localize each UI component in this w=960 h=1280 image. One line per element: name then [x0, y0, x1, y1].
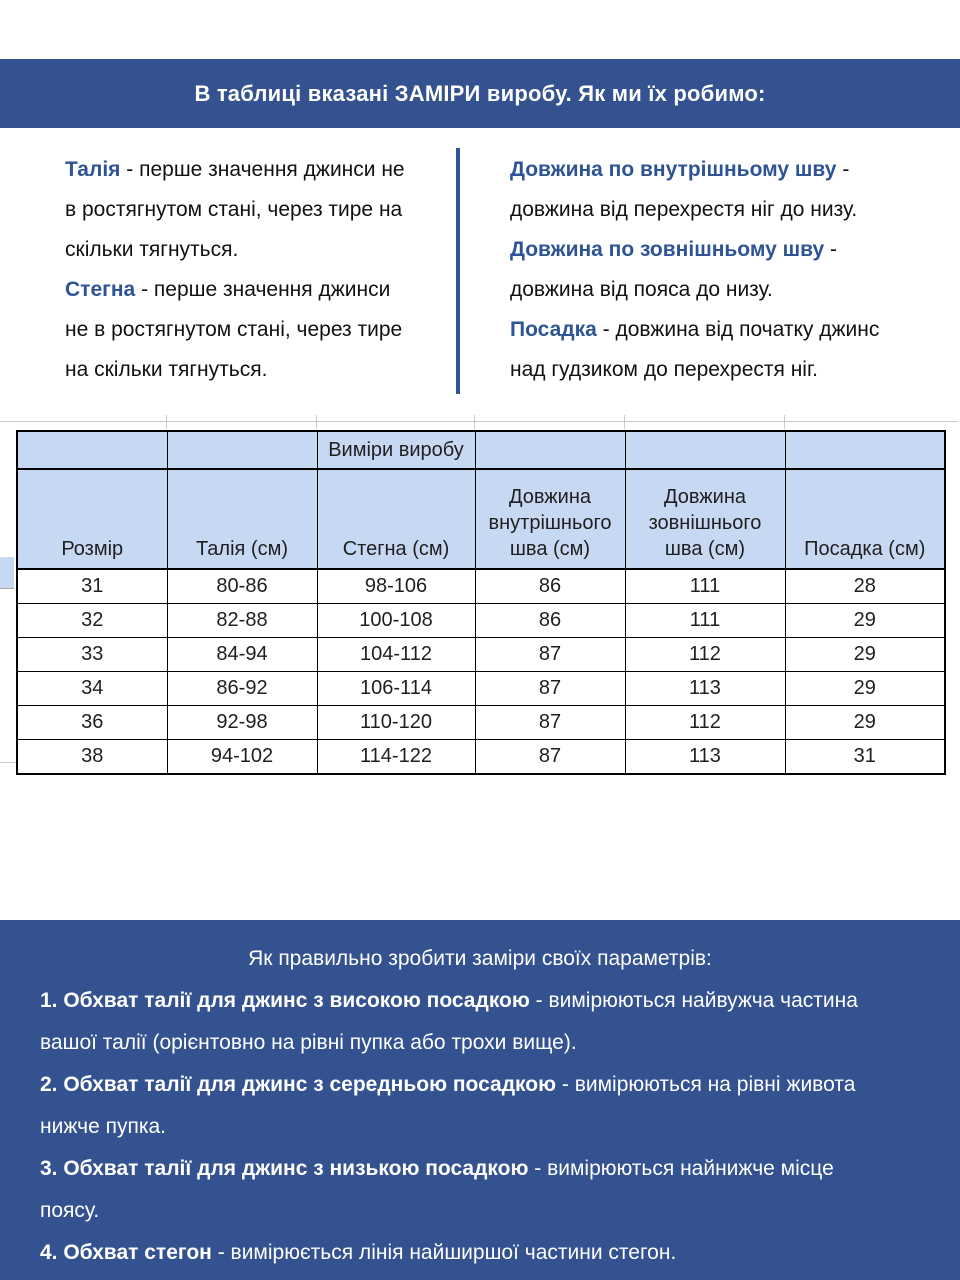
text-run: - вимірюються на рівні живота [556, 1073, 856, 1096]
instruction-line [40, 1064, 945, 1106]
table-cell: 114-122 [317, 740, 475, 775]
table-cell: 87 [475, 740, 625, 775]
instruction-lead: 4. Обхват стегон [40, 1241, 212, 1264]
gridline-stub [316, 415, 317, 429]
text-run: - довжина від початку джинс [596, 318, 880, 341]
table-cell: 32 [17, 604, 167, 638]
column-header-cell: Довжина внутрішнього шва (см) [475, 469, 625, 569]
instruction-lead: 2. Обхват талії для джинс з середньою посадкою [40, 1073, 557, 1096]
table-cell: 31 [785, 740, 945, 775]
group-header-cell: Виміри виробу [317, 431, 475, 469]
table-cell: 98-106 [317, 569, 475, 604]
table-cell: 111 [625, 569, 785, 604]
table-cell: 92-98 [167, 706, 317, 740]
definition-line [65, 190, 450, 230]
table-cell: 31 [17, 569, 167, 604]
column-header-cell: Посадка (см) [785, 469, 945, 569]
table-cell: 113 [625, 740, 785, 775]
gridline-stub [166, 415, 167, 429]
top-banner-title: В таблиці вказані ЗАМІРИ виробу. Як ми їх робимо: [194, 80, 766, 106]
empty-header-cell [625, 431, 785, 469]
text-run: на скільки тягнуться. [65, 358, 268, 381]
text-run: - перше значення джинси [135, 278, 391, 301]
definition-line [510, 190, 945, 230]
table-row [17, 740, 945, 775]
text-run: - вимірюються найвужча частина [529, 989, 858, 1012]
definitions-right-column [510, 150, 945, 390]
text-run: - вимірюється лінія найширшої частини стегон. [211, 1241, 677, 1264]
table-row [17, 569, 945, 604]
table-cell: 29 [785, 706, 945, 740]
size-table [16, 430, 946, 775]
text-run: вашої талії (орієнтовно на рівні пупка або трохи вище). [40, 1031, 577, 1054]
column-header-cell: Стегна (см) [317, 469, 475, 569]
spreadsheet-row-sliver [0, 557, 14, 589]
measurement-instructions-list [0, 980, 960, 1274]
instruction-line [40, 1106, 945, 1148]
vertical-divider [456, 148, 460, 394]
table-cell: 104-112 [317, 638, 475, 672]
text-run: скільки тягнуться. [65, 238, 239, 261]
definition-line [510, 230, 945, 270]
table-cell: 80-86 [167, 569, 317, 604]
definition-line [510, 150, 945, 190]
text-run: - [824, 238, 838, 261]
definition-term: Довжина по зовнішньому шву [510, 238, 825, 261]
gridline-stub [624, 415, 625, 429]
definition-line [510, 270, 945, 310]
definition-line [65, 350, 450, 390]
table-row [17, 638, 945, 672]
instruction-line [40, 1148, 945, 1190]
table-cell: 29 [785, 672, 945, 706]
gridline-stub [474, 415, 475, 429]
text-run: в ростягнутом стані, через тире на [65, 198, 403, 221]
definitions-left-column [65, 150, 450, 390]
table-row [17, 604, 945, 638]
table-cell: 111 [625, 604, 785, 638]
instruction-line [40, 1232, 945, 1274]
text-run: нижче пупка. [40, 1115, 166, 1138]
table-cell: 29 [785, 638, 945, 672]
text-run: - вимірюються найнижче місце [528, 1157, 834, 1180]
table-column-header-row [17, 469, 945, 569]
table-cell: 33 [17, 638, 167, 672]
definition-line [510, 310, 945, 350]
text-run: не в ростягнутом стані, через тире [65, 318, 403, 341]
instruction-line [40, 1190, 945, 1232]
empty-header-cell [17, 431, 167, 469]
table-cell: 87 [475, 672, 625, 706]
instruction-line [40, 980, 945, 1022]
text-run: довжина від пояса до низу. [510, 278, 773, 301]
table-cell: 100-108 [317, 604, 475, 638]
table-cell: 110-120 [317, 706, 475, 740]
definition-line [65, 230, 450, 270]
table-cell: 28 [785, 569, 945, 604]
table-cell: 36 [17, 706, 167, 740]
text-run: довжина від перехрестя ніг до низу. [510, 198, 858, 221]
table-cell: 84-94 [167, 638, 317, 672]
table-cell: 29 [785, 604, 945, 638]
table-cell: 112 [625, 706, 785, 740]
table-cell: 34 [17, 672, 167, 706]
text-run: - перше значення джинси не [120, 158, 405, 181]
table-cell: 86 [475, 604, 625, 638]
table-cell: 87 [475, 638, 625, 672]
table-cell: 86-92 [167, 672, 317, 706]
gridline-stub [784, 415, 785, 429]
table-cell: 38 [17, 740, 167, 775]
table-cell: 86 [475, 569, 625, 604]
definition-line [65, 270, 450, 310]
table-cell: 87 [475, 706, 625, 740]
instruction-line [40, 1022, 945, 1064]
text-run: - [836, 158, 850, 181]
definition-line [65, 310, 450, 350]
empty-header-cell [167, 431, 317, 469]
table-group-header-row [17, 431, 945, 469]
text-run: над гудзиком до перехрестя ніг. [510, 358, 818, 381]
column-header-cell: Довжина зовнішнього шва (см) [625, 469, 785, 569]
definition-line [65, 150, 450, 190]
table-cell: 94-102 [167, 740, 317, 775]
text-run: поясу. [40, 1199, 100, 1222]
table-cell: 112 [625, 638, 785, 672]
bottom-banner-title: Як правильно зробити заміри своїх параметрів: [248, 947, 712, 970]
instruction-lead: 1. Обхват талії для джинс з високою посадкою [40, 989, 530, 1012]
table-row [17, 706, 945, 740]
definition-term: Стегна [65, 278, 136, 301]
table-cell: 113 [625, 672, 785, 706]
empty-header-cell [475, 431, 625, 469]
definition-term: Посадка [510, 318, 597, 341]
definition-term: Талія [65, 158, 121, 181]
top-banner [0, 59, 960, 128]
table-row [17, 672, 945, 706]
table-cell: 82-88 [167, 604, 317, 638]
column-header-cell: Талія (см) [167, 469, 317, 569]
bottom-banner [0, 920, 960, 1280]
definition-term: Довжина по внутрішньому шву [510, 158, 837, 181]
empty-header-cell [785, 431, 945, 469]
definition-line [510, 350, 945, 390]
gridline-above-table [0, 421, 958, 422]
table-cell: 106-114 [317, 672, 475, 706]
column-header-cell: Розмір [17, 469, 167, 569]
instruction-lead: 3. Обхват талії для джинс з низькою посадкою [40, 1157, 529, 1180]
